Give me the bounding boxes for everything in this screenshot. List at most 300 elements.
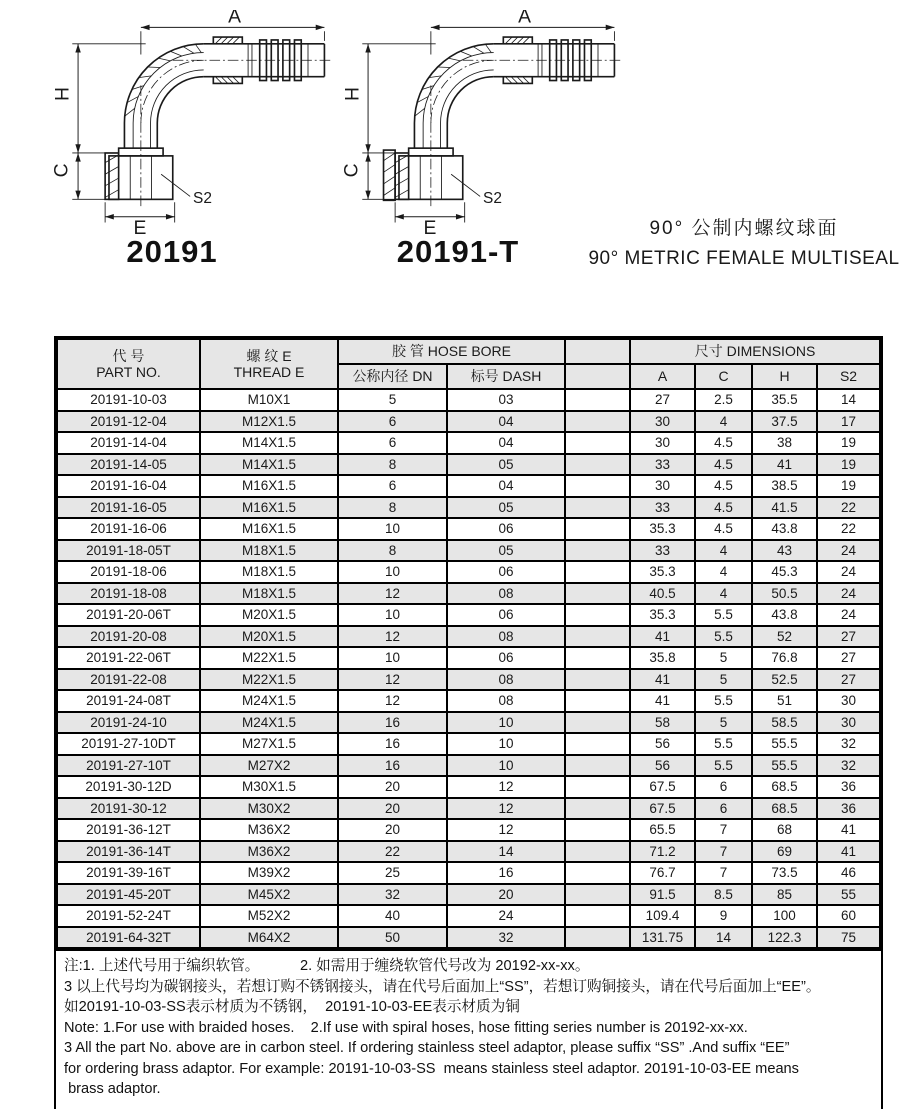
dim-label-a: A xyxy=(518,10,532,28)
cell-dash: 08 xyxy=(447,669,565,691)
cell-dn: 12 xyxy=(338,690,447,712)
cell-c: 5.5 xyxy=(695,604,752,626)
table-row xyxy=(57,540,880,562)
cell-thread: M16X1.5 xyxy=(200,497,338,519)
cell-thread: M14X1.5 xyxy=(200,432,338,454)
cell-dash: 05 xyxy=(447,454,565,476)
cell-s2: 46 xyxy=(817,862,880,884)
cell-s2: 36 xyxy=(817,798,880,820)
cell-c: 5.5 xyxy=(695,733,752,755)
cell-h: 55.5 xyxy=(752,755,817,777)
cell-part-no: 20191-52-24T xyxy=(57,905,200,927)
cell-dn: 20 xyxy=(338,798,447,820)
cell-s2: 60 xyxy=(817,905,880,927)
spacer-cell xyxy=(565,712,630,734)
cell-dash: 24 xyxy=(447,905,565,927)
col-header-hose-bore: 胶 管 HOSE BORE xyxy=(338,339,565,364)
dim-label-e: E xyxy=(423,218,437,238)
cell-part-no: 20191-18-06 xyxy=(57,561,200,583)
cell-a: 41 xyxy=(630,669,695,691)
spacer-cell xyxy=(565,690,630,712)
cell-dash: 04 xyxy=(447,411,565,433)
spacer-cell xyxy=(565,626,630,648)
cell-a: 56 xyxy=(630,733,695,755)
spacer-cell xyxy=(565,776,630,798)
cell-a: 35.3 xyxy=(630,518,695,540)
cell-part-no: 20191-10-03 xyxy=(57,389,200,411)
cell-a: 131.75 xyxy=(630,927,695,949)
note-line: Note: 1.For use with braided hoses. 2.If use with spiral hoses, hose fitting series number is 20192-xx-xx. xyxy=(64,1019,748,1036)
cell-c: 4 xyxy=(695,583,752,605)
cell-part-no: 20191-30-12D xyxy=(57,776,200,798)
cell-c: 4.5 xyxy=(695,454,752,476)
cell-dn: 25 xyxy=(338,862,447,884)
cell-thread: M27X2 xyxy=(200,755,338,777)
cell-part-no: 20191-30-12 xyxy=(57,798,200,820)
cell-a: 30 xyxy=(630,475,695,497)
dim-label-h: H xyxy=(52,87,74,102)
cell-dash: 03 xyxy=(447,389,565,411)
cell-s2: 27 xyxy=(817,626,880,648)
cell-h: 55.5 xyxy=(752,733,817,755)
spec-table-wrap xyxy=(54,336,883,1109)
note-line: 3 以上代号均为碳钢接头，若想订购不锈钢接头，请在代号后面加上“SS”，若想订购铜接头，请在代号后面加上“EE”。 xyxy=(64,978,821,995)
cell-dash: 08 xyxy=(447,583,565,605)
cell-s2: 14 xyxy=(817,389,880,411)
cell-h: 43.8 xyxy=(752,604,817,626)
spacer-cell xyxy=(565,841,630,863)
dim-label-a: A xyxy=(228,10,242,28)
spacer-cell xyxy=(565,733,630,755)
cell-a: 30 xyxy=(630,432,695,454)
spacer-cell xyxy=(565,518,630,540)
cell-part-no: 20191-16-06 xyxy=(57,518,200,540)
cell-part-no: 20191-14-04 xyxy=(57,432,200,454)
cell-dn: 6 xyxy=(338,432,447,454)
cell-dn: 32 xyxy=(338,884,447,906)
cell-c: 4.5 xyxy=(695,497,752,519)
cell-dash: 14 xyxy=(447,841,565,863)
cell-a: 27 xyxy=(630,389,695,411)
cell-thread: M18X1.5 xyxy=(200,583,338,605)
cell-h: 43 xyxy=(752,540,817,562)
cell-dash: 20 xyxy=(447,884,565,906)
cell-s2: 41 xyxy=(817,841,880,863)
cell-h: 37.5 xyxy=(752,411,817,433)
cell-c: 4 xyxy=(695,411,752,433)
cell-s2: 22 xyxy=(817,497,880,519)
cell-c: 5.5 xyxy=(695,690,752,712)
table-row xyxy=(57,604,880,626)
cell-dash: 10 xyxy=(447,733,565,755)
cell-part-no: 20191-24-08T xyxy=(57,690,200,712)
dim-label-c: C xyxy=(341,163,363,178)
cell-dash: 06 xyxy=(447,604,565,626)
cell-dn: 5 xyxy=(338,389,447,411)
cell-dash: 08 xyxy=(447,626,565,648)
cell-a: 56 xyxy=(630,755,695,777)
cell-thread: M36X2 xyxy=(200,841,338,863)
cell-h: 73.5 xyxy=(752,862,817,884)
cell-s2: 24 xyxy=(817,604,880,626)
cell-dash: 10 xyxy=(447,712,565,734)
cell-thread: M16X1.5 xyxy=(200,475,338,497)
cell-a: 41 xyxy=(630,626,695,648)
cell-part-no: 20191-16-05 xyxy=(57,497,200,519)
spacer-cell xyxy=(565,862,630,884)
cell-dn: 12 xyxy=(338,626,447,648)
cell-h: 52 xyxy=(752,626,817,648)
cell-thread: M45X2 xyxy=(200,884,338,906)
cell-c: 8.5 xyxy=(695,884,752,906)
cell-a: 76.7 xyxy=(630,862,695,884)
cell-part-no: 20191-45-20T xyxy=(57,884,200,906)
cell-part-no: 20191-12-04 xyxy=(57,411,200,433)
cell-part-no: 20191-18-05T xyxy=(57,540,200,562)
cell-a: 71.2 xyxy=(630,841,695,863)
col-header-c: C xyxy=(695,364,752,389)
cell-a: 33 xyxy=(630,454,695,476)
cell-c: 4 xyxy=(695,540,752,562)
cell-a: 65.5 xyxy=(630,819,695,841)
note-line: brass adaptor. xyxy=(64,1081,161,1097)
cell-dn: 10 xyxy=(338,604,447,626)
cell-part-no: 20191-39-16T xyxy=(57,862,200,884)
cell-c: 7 xyxy=(695,819,752,841)
cell-dash: 04 xyxy=(447,475,565,497)
cell-s2: 30 xyxy=(817,712,880,734)
cell-part-no: 20191-20-06T xyxy=(57,604,200,626)
cell-c: 5.5 xyxy=(695,755,752,777)
cell-dn: 16 xyxy=(338,733,447,755)
table-row xyxy=(57,862,880,884)
cell-s2: 24 xyxy=(817,561,880,583)
cell-s2: 19 xyxy=(817,454,880,476)
cell-h: 51 xyxy=(752,690,817,712)
fitting-drawing-20191-T xyxy=(338,10,630,238)
product-title-zh: 90° 公制内螺纹球面 xyxy=(649,218,839,239)
cell-thread: M18X1.5 xyxy=(200,540,338,562)
table-row xyxy=(57,755,880,777)
col-header-dn: 公称内径 DN xyxy=(338,364,447,389)
cell-a: 40.5 xyxy=(630,583,695,605)
cell-thread: M27X1.5 xyxy=(200,733,338,755)
part-number-20191: 20191 xyxy=(126,234,218,269)
notes xyxy=(56,949,881,1109)
cell-dn: 6 xyxy=(338,475,447,497)
dim-label-e: E xyxy=(133,218,147,238)
cell-dn: 8 xyxy=(338,540,447,562)
table-row xyxy=(57,905,880,927)
cell-dn: 10 xyxy=(338,647,447,669)
spacer-cell xyxy=(565,432,630,454)
table-row xyxy=(57,411,880,433)
table-row xyxy=(57,432,880,454)
cell-part-no: 20191-20-08 xyxy=(57,626,200,648)
cell-part-no: 20191-18-08 xyxy=(57,583,200,605)
cell-dn: 8 xyxy=(338,454,447,476)
col-header-thread: 螺 纹 E THREAD E xyxy=(200,339,338,389)
cell-a: 58 xyxy=(630,712,695,734)
cell-c: 4.5 xyxy=(695,475,752,497)
cell-part-no: 20191-22-08 xyxy=(57,669,200,691)
spacer-cell xyxy=(565,647,630,669)
table-row xyxy=(57,733,880,755)
cell-a: 91.5 xyxy=(630,884,695,906)
cell-h: 41 xyxy=(752,454,817,476)
cell-c: 5 xyxy=(695,712,752,734)
spacer-cell xyxy=(565,411,630,433)
cell-h: 38 xyxy=(752,432,817,454)
note-line: 3 All the part No. above are in carbon steel. If ordering stainless steel adaptor, please suffix “SS” .And suffix “EE” xyxy=(64,1040,790,1056)
cell-thread: M12X1.5 xyxy=(200,411,338,433)
cell-part-no: 20191-27-10DT xyxy=(57,733,200,755)
cell-dash: 05 xyxy=(447,540,565,562)
cell-thread: M39X2 xyxy=(200,862,338,884)
cell-dash: 12 xyxy=(447,776,565,798)
cell-h: 38.5 xyxy=(752,475,817,497)
spacer-cell xyxy=(565,819,630,841)
cell-s2: 36 xyxy=(817,776,880,798)
col-header-dash: 标号 DASH xyxy=(447,364,565,389)
cell-s2: 75 xyxy=(817,927,880,949)
cell-a: 35.8 xyxy=(630,647,695,669)
cell-c: 7 xyxy=(695,841,752,863)
table-row xyxy=(57,798,880,820)
cell-dash: 04 xyxy=(447,432,565,454)
cell-part-no: 20191-36-12T xyxy=(57,819,200,841)
cell-part-no: 20191-24-10 xyxy=(57,712,200,734)
cell-c: 5 xyxy=(695,647,752,669)
cell-h: 69 xyxy=(752,841,817,863)
table-row xyxy=(57,819,880,841)
cell-c: 5 xyxy=(695,669,752,691)
cell-thread: M24X1.5 xyxy=(200,690,338,712)
cell-dash: 05 xyxy=(447,497,565,519)
table-row xyxy=(57,583,880,605)
table-row xyxy=(57,841,880,863)
cell-h: 45.3 xyxy=(752,561,817,583)
cell-c: 9 xyxy=(695,905,752,927)
cell-s2: 32 xyxy=(817,733,880,755)
table-row xyxy=(57,647,880,669)
cell-part-no: 20191-22-06T xyxy=(57,647,200,669)
col-header-s2: S2 xyxy=(817,364,880,389)
table-row xyxy=(57,454,880,476)
cell-a: 109.4 xyxy=(630,905,695,927)
table-row xyxy=(57,712,880,734)
dim-label-h: H xyxy=(342,87,364,102)
cell-part-no: 20191-14-05 xyxy=(57,454,200,476)
cell-dn: 12 xyxy=(338,669,447,691)
cell-a: 35.3 xyxy=(630,561,695,583)
col-header-part-no: 代 号 PART NO. xyxy=(57,339,200,389)
product-title xyxy=(578,213,910,270)
note-line: 如20191-10-03-SS表示材质为不锈钢， 20191-10-03-EE表示材质为铜 xyxy=(64,999,520,1015)
spacer-cell xyxy=(565,561,630,583)
cell-dn: 16 xyxy=(338,755,447,777)
cell-h: 122.3 xyxy=(752,927,817,949)
cell-dash: 12 xyxy=(447,798,565,820)
cell-s2: 19 xyxy=(817,475,880,497)
cell-thread: M16X1.5 xyxy=(200,518,338,540)
cell-h: 68.5 xyxy=(752,776,817,798)
cell-a: 35.3 xyxy=(630,604,695,626)
table-row xyxy=(57,561,880,583)
cell-thread: M22X1.5 xyxy=(200,647,338,669)
table-row xyxy=(57,626,880,648)
cell-part-no: 20191-16-04 xyxy=(57,475,200,497)
cell-thread: M10X1 xyxy=(200,389,338,411)
cell-s2: 17 xyxy=(817,411,880,433)
table-row xyxy=(57,475,880,497)
cell-dn: 22 xyxy=(338,841,447,863)
fitting-drawing-20191 xyxy=(48,10,340,238)
cell-c: 7 xyxy=(695,862,752,884)
cell-h: 58.5 xyxy=(752,712,817,734)
cell-thread: M20X1.5 xyxy=(200,604,338,626)
cell-h: 43.8 xyxy=(752,518,817,540)
cell-thread: M36X2 xyxy=(200,819,338,841)
cell-dn: 8 xyxy=(338,497,447,519)
cell-thread: M14X1.5 xyxy=(200,454,338,476)
dim-label-s2: S2 xyxy=(483,190,502,208)
cell-c: 6 xyxy=(695,798,752,820)
cell-thread: M22X1.5 xyxy=(200,669,338,691)
cell-a: 30 xyxy=(630,411,695,433)
spacer-cell xyxy=(565,884,630,906)
cell-s2: 27 xyxy=(817,669,880,691)
table-row xyxy=(57,518,880,540)
cell-h: 68 xyxy=(752,819,817,841)
cell-thread: M64X2 xyxy=(200,927,338,949)
spacer-header-cell xyxy=(565,364,630,389)
cell-thread: M20X1.5 xyxy=(200,626,338,648)
spacer-cell xyxy=(565,540,630,562)
cell-thread: M30X1.5 xyxy=(200,776,338,798)
spacer-header-cell xyxy=(565,339,630,364)
cell-h: 100 xyxy=(752,905,817,927)
cell-dash: 10 xyxy=(447,755,565,777)
spacer-cell xyxy=(565,755,630,777)
table-row xyxy=(57,497,880,519)
cell-c: 2.5 xyxy=(695,389,752,411)
spacer-cell xyxy=(565,604,630,626)
cell-h: 50.5 xyxy=(752,583,817,605)
note-line: 注:1. 上述代号用于编织软管。 2. 如需用于缠绕软管代号改为 20192-xx-xx。 xyxy=(64,958,590,974)
cell-a: 41 xyxy=(630,690,695,712)
spacer-cell xyxy=(565,497,630,519)
cell-dash: 08 xyxy=(447,690,565,712)
cell-c: 4 xyxy=(695,561,752,583)
cell-thread: M30X2 xyxy=(200,798,338,820)
col-header-dimensions: 尺寸 DIMENSIONS xyxy=(630,339,880,364)
cell-dash: 06 xyxy=(447,518,565,540)
cell-dn: 12 xyxy=(338,583,447,605)
cell-part-no: 20191-64-32T xyxy=(57,927,200,949)
spacer-cell xyxy=(565,389,630,411)
table-row xyxy=(57,669,880,691)
cell-a: 67.5 xyxy=(630,776,695,798)
cell-thread: M52X2 xyxy=(200,905,338,927)
cell-c: 4.5 xyxy=(695,518,752,540)
cell-a: 67.5 xyxy=(630,798,695,820)
cell-thread: M24X1.5 xyxy=(200,712,338,734)
cell-c: 5.5 xyxy=(695,626,752,648)
spacer-cell xyxy=(565,583,630,605)
cell-dash: 32 xyxy=(447,927,565,949)
spacer-cell xyxy=(565,454,630,476)
table-row xyxy=(57,776,880,798)
cell-s2: 27 xyxy=(817,647,880,669)
spec-table xyxy=(56,338,881,949)
cell-dn: 20 xyxy=(338,819,447,841)
table-row xyxy=(57,389,880,411)
cell-s2: 55 xyxy=(817,884,880,906)
spacer-cell xyxy=(565,669,630,691)
t-version-sleeve xyxy=(384,150,396,200)
product-title-en: 90° METRIC FEMALE MULTISEAL xyxy=(588,248,900,269)
spec-table-body xyxy=(57,389,880,948)
col-header-h: H xyxy=(752,364,817,389)
cell-dash: 06 xyxy=(447,561,565,583)
cell-s2: 19 xyxy=(817,432,880,454)
cell-dn: 16 xyxy=(338,712,447,734)
col-header-a: A xyxy=(630,364,695,389)
cell-s2: 41 xyxy=(817,819,880,841)
cell-dash: 06 xyxy=(447,647,565,669)
cell-dn: 10 xyxy=(338,561,447,583)
cell-dn: 20 xyxy=(338,776,447,798)
cell-c: 4.5 xyxy=(695,432,752,454)
dim-label-s2: S2 xyxy=(193,190,212,208)
dim-label-c: C xyxy=(51,163,73,178)
spacer-cell xyxy=(565,475,630,497)
table-row xyxy=(57,884,880,906)
cell-s2: 30 xyxy=(817,690,880,712)
cell-a: 33 xyxy=(630,540,695,562)
cell-a: 33 xyxy=(630,497,695,519)
cell-dn: 40 xyxy=(338,905,447,927)
cell-part-no: 20191-27-10T xyxy=(57,755,200,777)
cell-dash: 16 xyxy=(447,862,565,884)
cell-h: 41.5 xyxy=(752,497,817,519)
spacer-cell xyxy=(565,927,630,949)
cell-h: 35.5 xyxy=(752,389,817,411)
cell-dn: 10 xyxy=(338,518,447,540)
cell-h: 76.8 xyxy=(752,647,817,669)
cell-dn: 50 xyxy=(338,927,447,949)
table-row xyxy=(57,927,880,949)
cell-s2: 24 xyxy=(817,583,880,605)
cell-s2: 24 xyxy=(817,540,880,562)
spec-table-head xyxy=(57,339,880,389)
table-row xyxy=(57,690,880,712)
cell-h: 68.5 xyxy=(752,798,817,820)
spacer-cell xyxy=(565,798,630,820)
cell-dn: 6 xyxy=(338,411,447,433)
sleeve-hatch xyxy=(105,155,119,198)
cell-part-no: 20191-36-14T xyxy=(57,841,200,863)
note-line: for ordering brass adaptor. For example: 20191-10-03-SS means stainless steel adaptor. 20191-10-03-EE means xyxy=(64,1060,799,1077)
cell-dash: 12 xyxy=(447,819,565,841)
spacer-cell xyxy=(565,905,630,927)
cell-s2: 22 xyxy=(817,518,880,540)
cell-thread: M18X1.5 xyxy=(200,561,338,583)
cell-c: 6 xyxy=(695,776,752,798)
cell-h: 85 xyxy=(752,884,817,906)
cell-c: 14 xyxy=(695,927,752,949)
